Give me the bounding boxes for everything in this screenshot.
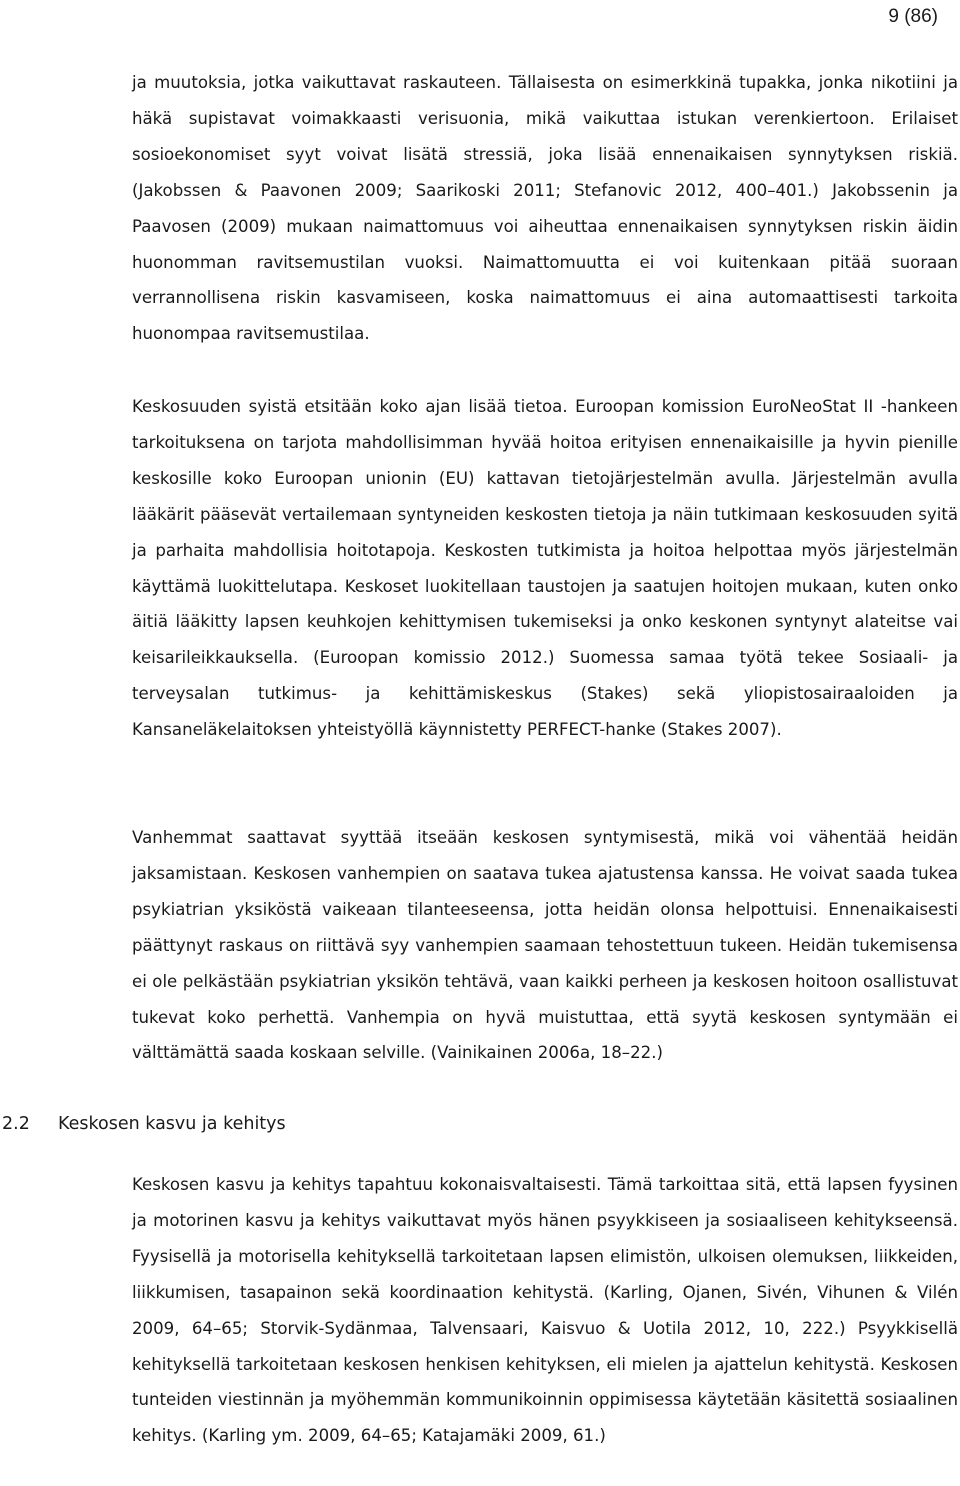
paragraph-parents-support: Vanhemmat saattavat syyttää itseään keskosen syntymisestä, mikä voi vähentää heidän jaksamistaan. Keskosen vanhempien on saatava tukea ajatustensa kanssa. He voivat saada tukea psykiatrian yksiköstä vaikeaan tilanteeseensa, jotta heidän olonsa helpottuisi. Ennenaikaisesti päättynyt raskaus on riittävä syy vanhempien saamaan tehostettuun tukeen. Heidän tukemisensa ei ole pelkästään psykiatrian yksikön tehtävä, vaan kaikki perheen ja keskosen hoitoon osallistuvat tukevat koko perhettä. Vanhempia on hyvä muistuttaa, että syytä keskosen syntymään ei välttämättä saada koskaan selville. (Vainikainen 2006a, 18–22.) [132,828,958,1063]
paragraph-euroneostat: Keskosuuden syistä etsitään koko ajan lisää tietoa. Euroopan komission EuroNeoStat II -hankeen tarkoituksena on tarjota mahdollisimman hyvää hoitoa erityisen ennenaikaisille ja hyvin pienille keskosille koko Euroopan unionin (EU) kattavan tietojärjestelmän avulla. Järjestelmän avulla lääkärit pääsevät vertailemaan syntyneiden keskosten tietoja ja näin tutkimaan keskosuuden syitä ja parhaita mahdollisia hoitotapoja. Keskosten tutkimista ja hoitoa helpottaa myös järjestelmän käyttämä luokittelutapa. Keskoset luokitellaan taustojen ja saatujen hoitojen mukaan, kuten onko äitiä lääkitty lapsen keuhkojen kehittymisen tukemiseksi ja onko keskonen syntynyt alateitse vai keisarileikkauksella. (Euroopan komissio 2012.) Suomessa samaa työtä tekee Sosiaali- ja terveysalan tutkimus- ja kehittämiskeskus (Stakes) sekä yliopistosairaaloiden ja Kansaneläkelaitoksen yhteistyöllä käynnistetty PERFECT-hanke (Stakes 2007). [132,397,958,740]
section-number: 2.2 [2,1114,30,1134]
section-heading [2,1108,286,1140]
section-title: Keskosen kasvu ja kehitys [58,1114,286,1134]
page-number: 9 (86) [888,6,938,27]
paragraph-causes-social: ja muutoksia, jotka vaikuttavat raskauteen. Tällaisesta on esimerkkinä tupakka, jonka nikotiini ja häkä supistavat voimakkaasti verisuonia, mikä vaikuttaa istukan verenkiertoon. Erilaiset sosioekonomiset syyt voivat lisätä stressiä, joka lisää ennenaikaisen synnytyksen riskiä. (Jakobssen & Paavonen 2009; Saarikoski 2011; Stefanovic 2012, 400–401.) Jakobssenin ja Paavosen (2009) mukaan naimattomuus voi aiheuttaa ennenaikaisen synnytyksen riskin äidin huonomman ravitsemustilan vuoksi. Naimattomuutta ei voi kuitenkaan pitää suoraan verrannollisena riskin kasvamiseen, koska naimattomuus ei aina automaattisesti tarkoita huonompaa ravitsemustilaa. [132,73,958,344]
paragraph-growth-development: Keskosen kasvu ja kehitys tapahtuu kokonaisvaltaisesti. Tämä tarkoittaa sitä, että lapsen fyysinen ja motorinen kasvu ja kehitys vaikuttavat myös hänen psyykkiseen ja sosiaaliseen kehitykseensä. Fyysisellä ja motorisella kehityksellä tarkoitetaan lapsen elimistön, ulkoisen olemuksen, liikkeiden, liikkumisen, tasapainon sekä koordinaation kehitystä. (Karling, Ojanen, Sivén, Vihunen & Vilén 2009, 64–65; Storvik-Sydänmaa, Talvensaari, Kaisvuo & Uotila 2012, 10, 222.) Psyykkisellä kehityksellä tarkoitetaan keskosen henkisen kehityksen, eli mielen ja ajattelun kehitystä. Keskosen tunteiden viestinnän ja myöhemmän kommunikoinnin oppimisessa käytetään käsitettä sosiaalinen kehitys. (Karling ym. 2009, 64–65; Katajamäki 2009, 61.) [132,1175,958,1446]
